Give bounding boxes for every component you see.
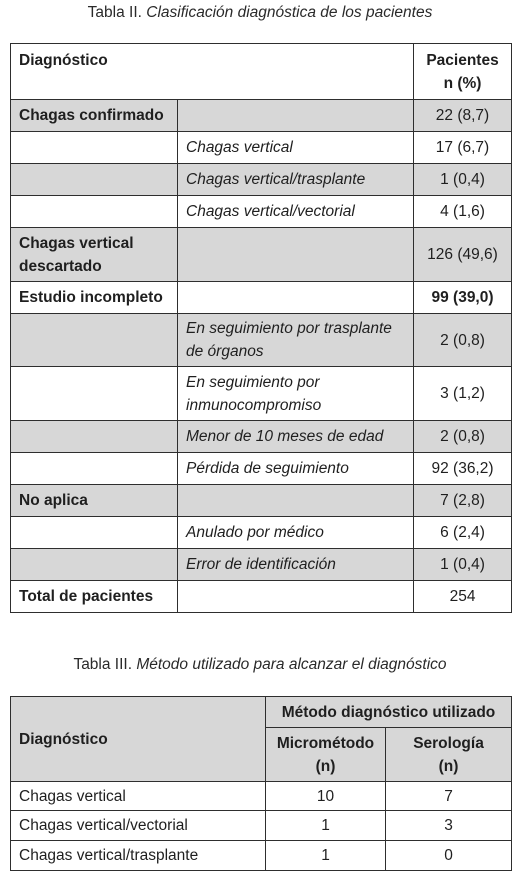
table3-caption-label: Tabla III.: [73, 656, 133, 673]
table-row: [11, 367, 512, 421]
table2-header-row: [11, 44, 512, 100]
row-subcategory: Chagas vertical/vectorial: [178, 196, 414, 228]
table3-header-row-1: [11, 697, 512, 728]
table-row: [11, 517, 512, 549]
table-row: [11, 282, 512, 314]
row-value: 2 (0,8): [414, 421, 512, 453]
table3-caption-title: Método utilizado para alcanzar el diagnóstico: [136, 656, 447, 673]
row-subcategory: Error de identificación: [178, 549, 414, 581]
row-category: [11, 549, 178, 581]
row-serologia: 7: [386, 782, 512, 811]
table-row: [11, 453, 512, 485]
row-value: 17 (6,7): [414, 132, 512, 164]
row-category: [11, 196, 178, 228]
table3-caption: [0, 656, 520, 674]
row-category: Chagas confirmado: [11, 100, 178, 132]
row-micrometodo: 10: [266, 782, 386, 811]
row-category: No aplica: [11, 485, 178, 517]
row-value: 6 (2,4): [414, 517, 512, 549]
row-subcategory: Chagas vertical: [178, 132, 414, 164]
row-value: 254: [414, 581, 512, 613]
row-category: Estudio incompleto: [11, 282, 178, 314]
row-subcategory: [178, 581, 414, 613]
row-subcategory: En seguimiento por inmunocompromiso: [178, 367, 414, 421]
row-value: 99 (39,0): [414, 282, 512, 314]
row-value: 22 (8,7): [414, 100, 512, 132]
row-value: 1 (0,4): [414, 164, 512, 196]
table-row: [11, 782, 512, 811]
row-serologia: 3: [386, 811, 512, 841]
row-category: [11, 367, 178, 421]
table3-header-serologia: [386, 728, 512, 782]
table-row: [11, 228, 512, 282]
row-subcategory: Chagas vertical/trasplante: [178, 164, 414, 196]
table-row: [11, 485, 512, 517]
table2-header-diagnostico: Diagnóstico: [11, 44, 414, 100]
table3-header-micrometodo: [266, 728, 386, 782]
table3-header-micrometodo-unit: (n): [315, 757, 336, 775]
row-subcategory: En seguimiento por trasplante de órganos: [178, 314, 414, 367]
row-subcategory: Anulado por médico: [178, 517, 414, 549]
table-row: [11, 132, 512, 164]
row-category: [11, 164, 178, 196]
table3-header-diagnostico: Diagnóstico: [11, 697, 266, 782]
table-row-total: [11, 581, 512, 613]
table-row: [11, 100, 512, 132]
table3-diagnostic-method: [10, 696, 512, 871]
row-micrometodo: 1: [266, 811, 386, 841]
table2-header-pacientes-unit: n (%): [443, 75, 482, 92]
table-row: [11, 196, 512, 228]
row-serologia: 0: [386, 841, 512, 871]
table3-header-micrometodo-label: Micrométodo: [276, 734, 375, 752]
row-subcategory: Menor de 10 meses de edad: [178, 421, 414, 453]
row-diagnostico: Chagas vertical/vectorial: [11, 811, 266, 841]
row-category: Chagas vertical descartado: [11, 228, 178, 282]
row-subcategory: Pérdida de seguimiento: [178, 453, 414, 485]
table3-header-serologia-unit: (n): [438, 757, 459, 775]
row-category: [11, 314, 178, 367]
row-diagnostico: Chagas vertical: [11, 782, 266, 811]
row-value: 92 (36,2): [414, 453, 512, 485]
row-category: [11, 517, 178, 549]
table2-caption: [0, 4, 520, 22]
table2-caption-label: Tabla II.: [87, 4, 142, 21]
row-value: 4 (1,6): [414, 196, 512, 228]
table2-header-pacientes: [414, 44, 512, 100]
row-subcategory: [178, 282, 414, 314]
table-row: [11, 811, 512, 841]
table2-caption-title: Clasificación diagnóstica de los pacientes: [146, 4, 433, 21]
table-row: [11, 164, 512, 196]
row-value: 1 (0,4): [414, 549, 512, 581]
row-value: 3 (1,2): [414, 367, 512, 421]
row-category: [11, 453, 178, 485]
table2-diagnostic-classification: [10, 43, 512, 613]
table3-header-group: Método diagnóstico utilizado: [266, 697, 512, 728]
table-row: [11, 421, 512, 453]
row-category: Total de pacientes: [11, 581, 178, 613]
row-subcategory: [178, 228, 414, 282]
row-subcategory: [178, 100, 414, 132]
table-row: [11, 314, 512, 367]
row-category: [11, 132, 178, 164]
table-row: [11, 549, 512, 581]
table2-header-pacientes-label: Pacientes: [426, 52, 499, 69]
row-micrometodo: 1: [266, 841, 386, 871]
row-value: 7 (2,8): [414, 485, 512, 517]
table-row: [11, 841, 512, 871]
row-category: [11, 421, 178, 453]
row-diagnostico: Chagas vertical/trasplante: [11, 841, 266, 871]
row-subcategory: [178, 485, 414, 517]
table3-header-serologia-label: Serología: [413, 734, 484, 752]
row-value: 126 (49,6): [414, 228, 512, 282]
row-value: 2 (0,8): [414, 314, 512, 367]
